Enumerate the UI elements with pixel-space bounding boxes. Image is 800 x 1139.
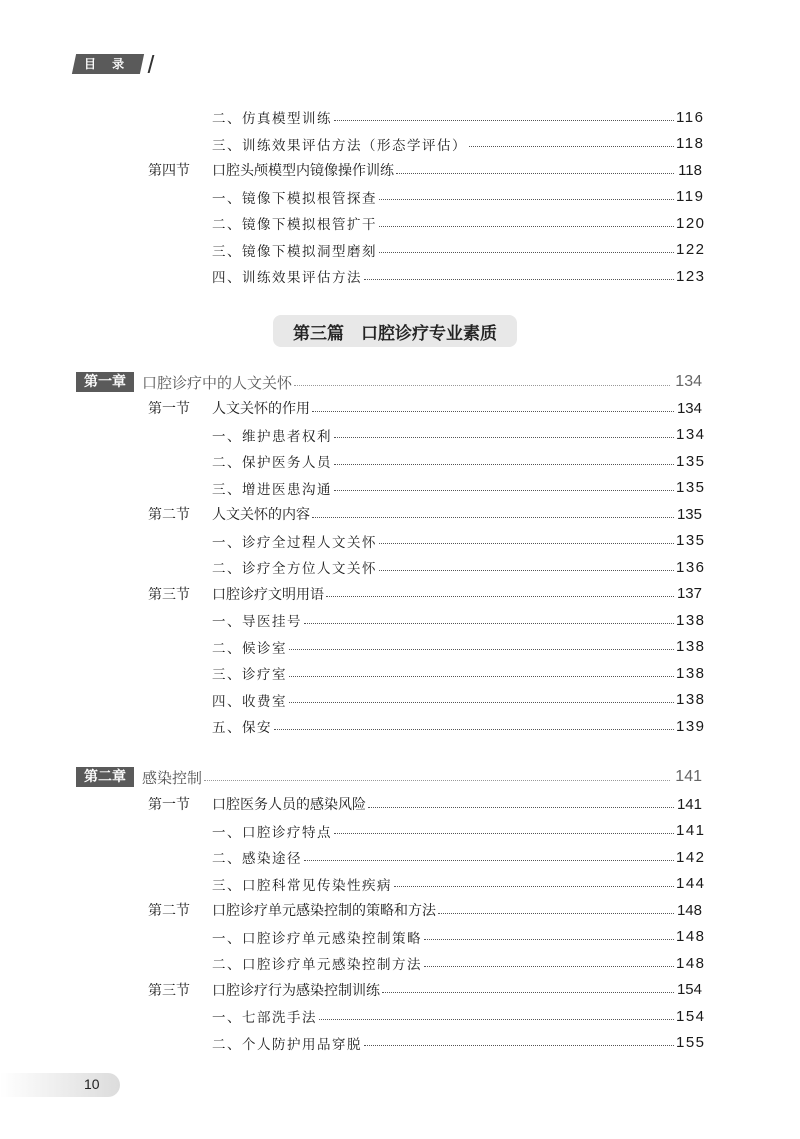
toc-section-entry — [148, 583, 702, 605]
entry-page-number: 135 — [676, 505, 702, 523]
entry-title: 三、口腔科常见传染性疾病 — [212, 877, 392, 894]
entry-page-number: 122 — [676, 241, 706, 258]
dot-leader — [379, 570, 674, 571]
dot-leader — [319, 1019, 674, 1020]
toc-subsection-entry — [212, 239, 706, 261]
dot-leader — [294, 385, 670, 386]
entry-title: 三、增进医患沟通 — [212, 481, 332, 498]
chapter-title: 感染控制 — [142, 768, 203, 787]
entry-title: 二、诊疗全方位人文关怀 — [212, 561, 377, 577]
entry-page-number: 148 — [676, 901, 702, 919]
entry-title: 二、镜像下模拟根管扩干 — [212, 217, 377, 233]
dot-leader — [304, 623, 674, 624]
entry-title: 三、镜像下模拟洞型磨刻 — [212, 243, 377, 260]
dot-leader — [368, 807, 674, 808]
toc-header-tag: 目 录 — [72, 54, 144, 74]
entry-title: 二、候诊室 — [212, 640, 287, 657]
dot-leader — [379, 199, 674, 200]
entry-title: 五、保安 — [212, 720, 272, 736]
dot-leader — [364, 1045, 674, 1046]
entry-title: 二、仿真模型训练 — [212, 111, 332, 127]
section-number: 第四节 — [148, 163, 190, 179]
entry-title: 二、个人防护用品穿脱 — [212, 1036, 362, 1053]
entry-title: 四、训练效果评估方法 — [212, 270, 362, 286]
entry-page-number: 138 — [676, 611, 706, 629]
entry-page-number: 141 — [676, 795, 702, 813]
toc-section-entry — [148, 899, 702, 921]
toc-chapter-entry — [76, 371, 702, 393]
entry-title: 人文关怀的内容 — [212, 507, 310, 523]
entry-page-number: 136 — [676, 558, 706, 576]
entry-page-number: 154 — [676, 1007, 706, 1025]
dot-leader — [274, 729, 674, 730]
part-title: 第三篇 口腔诊疗专业素质 — [273, 315, 517, 347]
toc-subsection-entry — [212, 846, 706, 868]
entry-title: 口腔诊疗文明用语 — [212, 586, 324, 603]
entry-title: 口腔医务人员的感染风险 — [212, 797, 366, 813]
entry-title: 口腔诊疗行为感染控制训练 — [212, 982, 380, 999]
toc-subsection-entry — [212, 1005, 706, 1027]
entry-page-number: 155 — [676, 1034, 706, 1051]
entry-page-number: 137 — [676, 585, 702, 602]
chapter-badge: 第二章 — [76, 767, 134, 787]
entry-page-number: 148 — [676, 954, 706, 972]
entry-title: 三、诊疗室 — [212, 667, 287, 683]
entry-page-number: 138 — [676, 638, 706, 655]
toc-subsection-entry — [212, 186, 705, 208]
chapter-page-number: 141 — [675, 768, 702, 785]
dot-leader — [334, 490, 674, 491]
dot-leader — [334, 464, 674, 465]
entry-page-number: 138 — [676, 664, 706, 682]
entry-page-number: 135 — [676, 452, 706, 470]
entry-title: 一、七部洗手法 — [212, 1010, 317, 1026]
toc-section-entry — [148, 159, 702, 181]
toc-subsection-entry — [212, 662, 706, 684]
entry-page-number: 135 — [676, 532, 706, 549]
entry-page-number: 123 — [676, 267, 706, 285]
entry-page-number: 119 — [676, 188, 705, 205]
header-slash-decoration — [148, 55, 155, 73]
entry-page-number: 116 — [676, 108, 705, 126]
entry-title: 二、保护医务人员 — [212, 455, 332, 471]
entry-page-number: 139 — [676, 717, 706, 735]
entry-title: 一、口腔诊疗单元感染控制策略 — [212, 930, 422, 947]
toc-section-entry — [148, 793, 702, 815]
toc-subsection-entry — [212, 952, 706, 974]
dot-leader — [364, 279, 674, 280]
entry-page-number: 148 — [676, 928, 706, 945]
entry-title: 一、维护患者权利 — [212, 428, 332, 445]
toc-subsection-entry — [212, 715, 706, 737]
entry-title: 二、口腔诊疗单元感染控制方法 — [212, 957, 422, 973]
toc-chapter-entry — [76, 766, 702, 788]
dot-leader — [334, 437, 674, 438]
section-number: 第一节 — [148, 797, 190, 813]
toc-subsection-entry — [212, 820, 706, 842]
section-number: 第二节 — [148, 903, 190, 919]
dot-leader — [396, 173, 674, 174]
entry-page-number: 120 — [676, 214, 706, 232]
entry-page-number: 144 — [676, 875, 706, 892]
dot-leader — [334, 120, 674, 121]
dot-leader — [379, 226, 674, 227]
entry-page-number: 118 — [678, 161, 702, 179]
toc-header — [74, 54, 152, 74]
dot-leader — [312, 517, 674, 518]
entry-page-number: 118 — [676, 135, 705, 152]
dot-leader — [379, 543, 674, 544]
entry-title: 一、导医挂号 — [212, 614, 302, 630]
toc-subsection-entry — [212, 424, 706, 446]
entry-title: 一、镜像下模拟根管探查 — [212, 190, 377, 207]
entry-page-number: 135 — [676, 479, 706, 496]
dot-leader — [438, 913, 674, 914]
entry-title: 二、感染途径 — [212, 851, 302, 867]
entry-title: 一、诊疗全过程人文关怀 — [212, 534, 377, 551]
dot-leader — [289, 702, 674, 703]
entry-page-number: 134 — [676, 426, 706, 443]
toc-subsection-entry — [212, 530, 706, 552]
entry-title: 口腔头颅模型内镜像操作训练 — [212, 163, 394, 179]
chapter-title: 口腔诊疗中的人文关怀 — [142, 373, 293, 392]
toc-section-entry — [148, 397, 702, 419]
toc-subsection-entry — [212, 1032, 706, 1054]
section-number: 第三节 — [148, 982, 190, 999]
toc-subsection-entry — [212, 926, 706, 948]
toc-subsection-entry — [212, 450, 706, 472]
dot-leader — [424, 939, 674, 940]
dot-leader — [312, 411, 674, 412]
dot-leader — [394, 886, 674, 887]
entry-title: 一、口腔诊疗特点 — [212, 824, 332, 841]
entry-page-number: 138 — [676, 691, 706, 708]
dot-leader — [204, 780, 670, 781]
section-number: 第二节 — [148, 507, 190, 523]
page-number: 10 — [84, 1076, 100, 1092]
dot-leader — [424, 966, 674, 967]
toc-subsection-entry — [212, 873, 706, 895]
section-number: 第三节 — [148, 586, 190, 603]
toc-subsection-entry — [212, 133, 705, 155]
entry-title: 人文关怀的作用 — [212, 401, 310, 417]
entry-page-number: 134 — [676, 399, 702, 417]
toc-subsection-entry — [212, 265, 706, 287]
entry-page-number: 154 — [676, 981, 702, 998]
dot-leader — [304, 860, 674, 861]
entry-page-number: 141 — [676, 822, 706, 839]
toc-subsection-entry — [212, 477, 706, 499]
entry-title: 口腔诊疗单元感染控制的策略和方法 — [212, 903, 436, 919]
entry-title: 三、训练效果评估方法（形态学评估） — [212, 137, 467, 154]
toc-subsection-entry — [212, 212, 706, 234]
page-footer — [0, 1073, 120, 1097]
dot-leader — [334, 833, 674, 834]
chapter-badge: 第一章 — [76, 372, 134, 392]
entry-page-number: 142 — [676, 848, 706, 866]
chapter-page-number: 134 — [675, 373, 702, 390]
toc-subsection-entry — [212, 556, 706, 578]
toc-section-entry — [148, 503, 702, 525]
dot-leader — [379, 252, 674, 253]
toc-subsection-entry — [212, 636, 706, 658]
dot-leader — [289, 676, 674, 677]
toc-subsection-entry — [212, 689, 706, 711]
section-number: 第一节 — [148, 401, 190, 417]
dot-leader — [326, 596, 674, 597]
dot-leader — [289, 649, 674, 650]
toc-subsection-entry — [212, 106, 705, 128]
toc-subsection-entry — [212, 609, 706, 631]
entry-title: 四、收费室 — [212, 693, 287, 710]
dot-leader — [382, 992, 674, 993]
toc-section-entry — [148, 979, 702, 1001]
dot-leader — [469, 146, 674, 147]
